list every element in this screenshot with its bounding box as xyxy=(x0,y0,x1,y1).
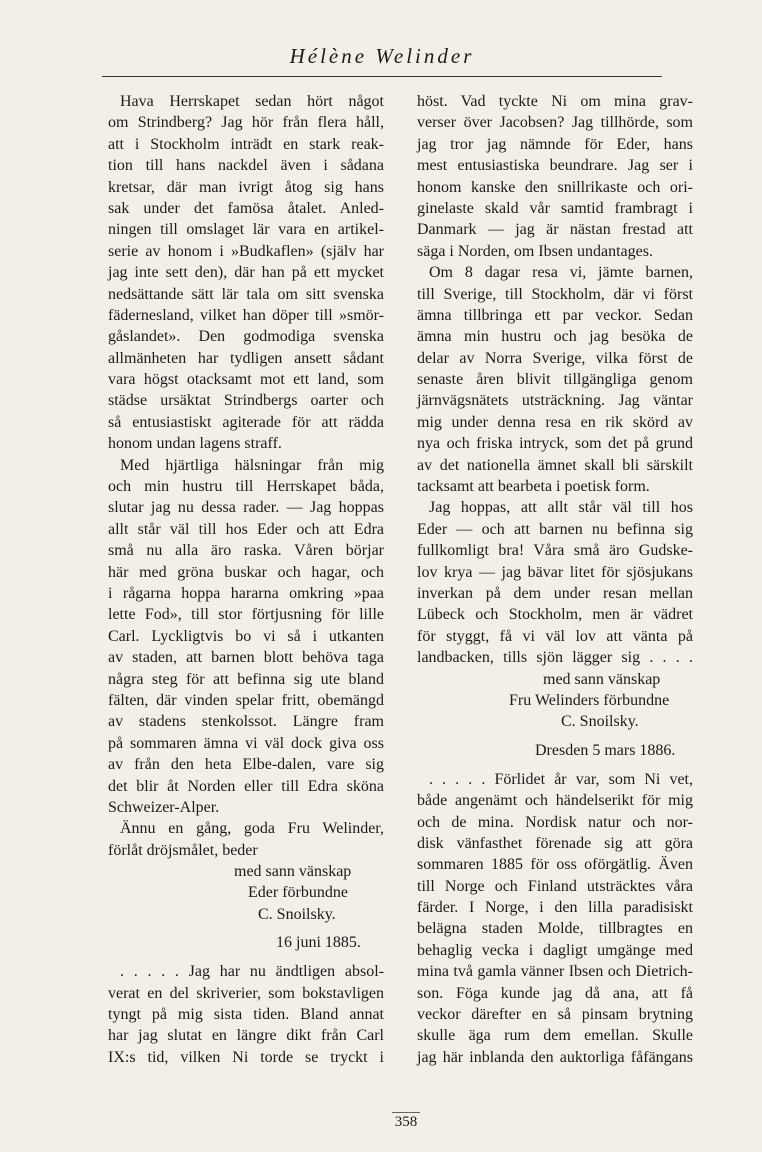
text-line: på sommaren ämna vi väl dock giva oss xyxy=(108,734,384,752)
text-line: mig under denna resa en rik skörd av xyxy=(417,413,693,431)
letter-date: Dresden 5 mars 1886. xyxy=(535,741,676,759)
text-line: om Strindberg? Jag hör från flera håll, xyxy=(108,114,384,132)
text-line: inverkan på dem under resan mellan xyxy=(417,584,693,602)
text-line: fullkomligt bra! Våra små äro Gudske- xyxy=(417,542,693,560)
signature: C. Snoilsky. xyxy=(561,713,639,731)
text-line: mina två gamla vänner Ibsen och Dietrich- xyxy=(417,963,693,981)
text-line: gåslandet». Den godmodiga svenska xyxy=(108,328,384,346)
right-column xyxy=(417,91,693,1068)
closing-line: Eder förbundne xyxy=(248,884,348,902)
text-line: Med hjärtliga hälsningar från mig xyxy=(120,456,384,474)
text-line: i rågarna hoppa hararna omkring »paa xyxy=(108,584,384,602)
text-line: att i Stockholm inträdt en stark reak- xyxy=(108,135,384,153)
running-title: Hélène Welinder xyxy=(289,44,475,68)
page-number: 358 xyxy=(392,1112,420,1131)
letter-date: 16 juni 1885. xyxy=(276,934,361,952)
text-line: kretsar, där man ivrigt åtog sig hans xyxy=(108,178,384,196)
text-line: honom kanske den snillrikaste och ori- xyxy=(417,178,693,196)
text-line: både angenämt och händelserikt för mig xyxy=(417,792,693,810)
text-line: av det nationella ämnet skall bli särskilt xyxy=(417,456,693,474)
running-header xyxy=(102,40,662,77)
text-line: nya och friska intryck, som det på grund xyxy=(417,435,693,453)
text-line: allmänheten har tydligen ansett sådant xyxy=(108,349,384,367)
text-line: förlåt dröjsmålet, beder xyxy=(108,841,258,859)
text-line: Eder — och att barnen nu befinna sig xyxy=(417,520,693,538)
text-line: säga i Norden, om Ibsen undantages. xyxy=(417,242,653,260)
text-line: Om 8 dagar resa vi, jämte barnen, xyxy=(429,264,693,282)
text-line: Lübeck och Stockholm, men är vädret xyxy=(417,606,693,624)
text-line: Ännu en gång, goda Fru Welinder, xyxy=(120,820,384,838)
text-line: tyngt på mig sista tiden. Bland annat xyxy=(108,1006,384,1024)
text-line: verser över Jacobsen? Jag tillhörde, som xyxy=(417,114,693,132)
left-column xyxy=(108,91,384,1068)
text-line: ginelaste skald vår samtid frambragt i xyxy=(417,199,693,217)
text-line: till Norge och Finland utsträcktes våra xyxy=(417,877,693,895)
text-line: jag inte sett den), där han på ett mycket xyxy=(108,264,384,282)
closing-line: Fru Welinders förbundne xyxy=(509,691,670,709)
text-line: delar av Norra Sverige, vilka först de xyxy=(417,349,693,367)
text-line: behaglig vecka i dagligt umgänge med xyxy=(417,941,693,959)
text-line: nedsättande sätt lär tala om sitt svenska xyxy=(108,285,384,303)
text-line: jag här inblanda den auktorliga fåfängans xyxy=(417,1048,693,1066)
text-line: IX:s tid, vilken Ni torde se tryckt i xyxy=(108,1048,384,1066)
text-line: landbacken, tills sjön lägger sig . . . . xyxy=(417,649,693,667)
text-line: ämna min hustru och jag besöka de xyxy=(417,328,693,346)
text-line: städse ursäktat Strindbergs oarter och xyxy=(108,392,384,410)
text-line: höst. Vad tyckte Ni om mina grav- xyxy=(417,93,693,110)
text-line: sak under det famösa åtalet. Anled- xyxy=(108,199,384,217)
text-line: Schweizer-Alper. xyxy=(108,798,220,816)
text-line: Danmark — jag är nästan frestad att xyxy=(417,221,693,239)
text-line: lov krya — jag bävar litet för sjösjukans xyxy=(417,563,693,581)
text-line: vara högst otacksamt mot ett land, som xyxy=(108,371,384,389)
text-line: för styggt, få vi väl lov att vänta på xyxy=(417,627,693,645)
text-line: tion till hans nackdel även i sådana xyxy=(108,157,384,175)
text-line: fälten, där vinden spelar fritt, obemängd xyxy=(108,691,384,709)
closing-line: med sann vänskap xyxy=(234,863,352,881)
text-line: . . . . . Jag har nu ändtligen absol- xyxy=(120,963,384,981)
text-line: här med gröna buskar och hagar, och xyxy=(108,563,384,581)
text-line: färder. I Norge, i den lilla paradisiskt xyxy=(417,899,693,917)
text-line: belägna staden Molde, tillbragtes en xyxy=(417,920,693,938)
text-line: till Sverige, till Stockholm, där vi först xyxy=(417,285,693,303)
text-line: mest entusiastiska beundrare. Jag ser i xyxy=(417,157,693,175)
text-line: sommaren 1885 för oss oförgätlig. Även xyxy=(417,856,693,874)
text-line: . . . . . Förlidet år var, som Ni vet, xyxy=(429,770,693,788)
text-line: verat en del skriverier, som bokstavligen xyxy=(108,984,384,1002)
text-line: av från den heta Elbe-dalen, vare sig xyxy=(108,756,384,774)
text-line: jag tror jag nämnde för Eder, hans xyxy=(417,135,693,153)
text-line: Hava Herrskapet sedan hört något xyxy=(120,93,384,110)
text-line: disk vänfasthet förenade sig att göra xyxy=(417,834,693,852)
text-line: son. Föga kunde jag då ana, att få xyxy=(417,984,693,1002)
signature: C. Snoilsky. xyxy=(258,905,336,923)
text-line: lette Fod», till stor förtjusning för lille xyxy=(108,606,384,624)
text-line: serie av honom i »Budkaflen» (själv har xyxy=(108,242,384,260)
text-line: och min hustru till Herrskapet båda, xyxy=(108,478,384,496)
text-line: har jag slutat en längre dikt från Carl xyxy=(108,1027,384,1045)
text-line: ningen till omslaget lär vara en artikel- xyxy=(108,221,384,239)
text-line: honom undan lagens straff. xyxy=(108,435,282,453)
text-line: fädernesland, vilket han döper till »smör- xyxy=(108,306,384,324)
text-line: slutar jag nu dessa rader. — Jag hoppas xyxy=(108,499,384,517)
text-line: veckor därefter en så pinsam brytning xyxy=(417,1006,693,1024)
text-line: Carl. Lyckligtvis bo vi så i utkanten xyxy=(108,627,384,645)
text-line: av stadens stenkolssot. Längre fram xyxy=(108,713,384,731)
text-line: Jag hoppas, att allt står väl till hos xyxy=(429,499,693,517)
text-line: det blir åt Norden eller till Edra sköna xyxy=(108,777,384,795)
text-line: och de mina. Nordisk natur och nor- xyxy=(417,813,693,831)
text-line: små nu alla äro raska. Våren börjar xyxy=(108,542,384,560)
text-line: ämna tillbringa ett par veckor. Sedan xyxy=(417,306,693,324)
text-line: skulle äga rum dem emellan. Skulle xyxy=(417,1027,693,1045)
text-line: järnvägsnätets utsträckning. Jag väntar xyxy=(417,392,693,410)
closing-line: med sann vänskap xyxy=(543,670,661,688)
text-line: allt står väl till hos Eder och att Edra xyxy=(108,520,384,538)
text-line: tacksamt att bearbeta i poetisk form. xyxy=(417,478,650,496)
text-line: så entusiastiskt agiterade för att rädda xyxy=(108,413,384,431)
text-line: senaste åren blivit tillgängliga genom xyxy=(417,371,693,389)
text-line: några steg för att befinna sig ute bland xyxy=(108,670,384,688)
text-line: av staden, att barnen blott behöva taga xyxy=(108,649,384,667)
